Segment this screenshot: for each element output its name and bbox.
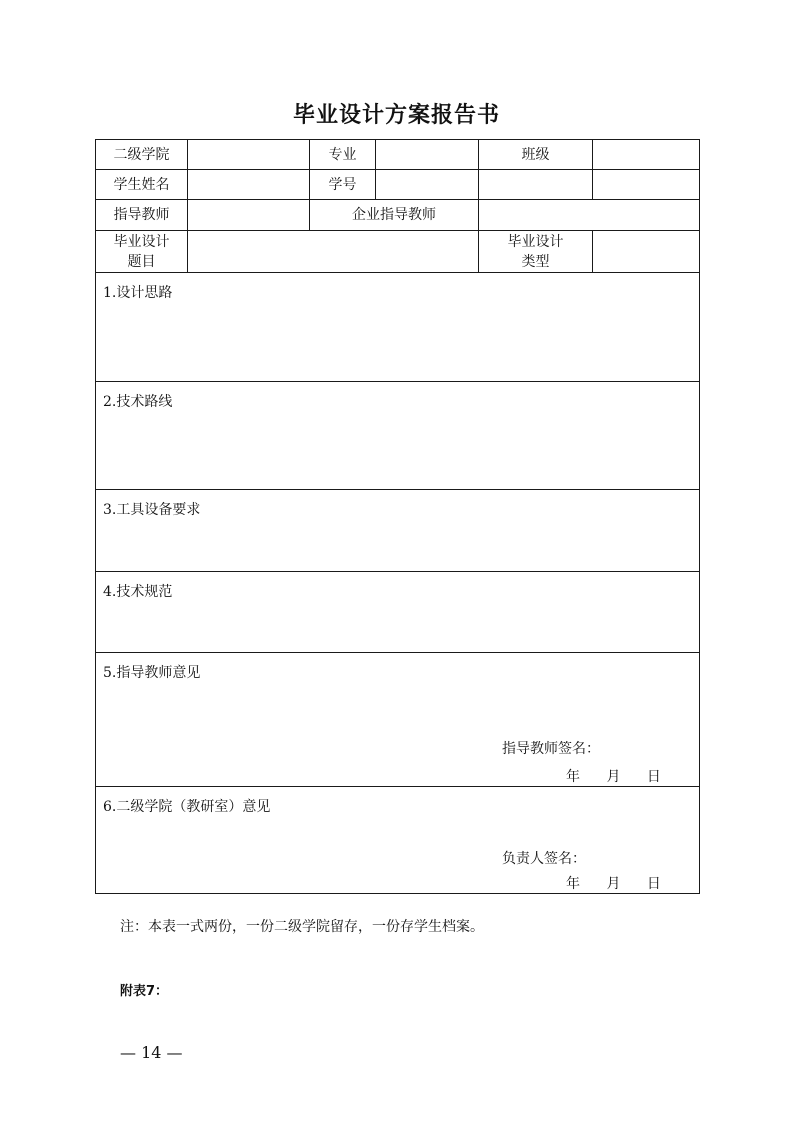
company-advisor-label: 企业指导教师: [310, 200, 479, 231]
advisor-sign-date: [566, 766, 661, 786]
section-row-tech-route: [96, 382, 700, 490]
form-row-college: [96, 140, 700, 170]
company-advisor-field[interactable]: [479, 200, 700, 231]
date-month: 月: [606, 875, 621, 892]
advisor-label: 指导教师: [96, 200, 188, 231]
appendix-label: 附表7：: [120, 984, 169, 999]
student-id-label: 学号: [310, 170, 376, 200]
form-title: 毕业设计方案报告书: [292, 102, 500, 128]
student-id-field[interactable]: [376, 170, 479, 200]
date-month: 月: [606, 768, 621, 785]
class-label: 班级: [479, 140, 593, 170]
type-label-line1: 毕业设计: [507, 233, 564, 250]
type-label: [479, 231, 593, 273]
student-name-label: 学生姓名: [96, 170, 188, 200]
row2-blank-cell: [479, 170, 593, 200]
tech-route-label: 2.技术路线: [103, 394, 173, 411]
college-opinion-label: 6.二级学院（教研室）意见: [103, 798, 271, 815]
topic-field[interactable]: [188, 231, 479, 273]
major-label: 专业: [310, 140, 376, 170]
type-label-line2: 类型: [521, 253, 550, 270]
design-idea-section[interactable]: [96, 273, 700, 382]
advisor-opinion-label: 5.指导教师意见: [103, 664, 201, 681]
type-field[interactable]: [593, 231, 700, 273]
section-row-college-opinion: [96, 786, 700, 893]
date-year: 年: [566, 768, 580, 785]
major-value-field[interactable]: [376, 140, 479, 170]
tech-route-section[interactable]: [96, 382, 700, 490]
section-row-tech-spec: [96, 571, 700, 652]
tools-label: 3.工具设备要求: [103, 502, 201, 519]
topic-label-line2: 题目: [127, 253, 156, 270]
class-value-field[interactable]: [593, 140, 700, 170]
college-value-field[interactable]: [188, 140, 310, 170]
college-opinion-section[interactable]: [96, 786, 700, 893]
topic-label-line1: 毕业设计: [113, 233, 170, 250]
form-row-student: [96, 170, 700, 200]
section-row-design-idea: [96, 273, 700, 382]
tech-spec-label: 4.技术规范: [103, 583, 173, 600]
topic-label: [96, 231, 188, 273]
section-row-tools: [96, 490, 700, 571]
college-label: 二级学院: [96, 140, 188, 170]
form-row-topic: [96, 231, 700, 273]
advisor-field[interactable]: [188, 200, 310, 231]
student-name-field[interactable]: [188, 170, 310, 200]
date-day: 日: [646, 875, 661, 892]
row2-blank-cell-2: [593, 170, 700, 200]
date-day: 日: [646, 768, 661, 785]
tools-section[interactable]: [96, 490, 700, 571]
advisor-opinion-section[interactable]: [96, 652, 700, 786]
form-row-advisor: [96, 200, 700, 231]
section-row-advisor-opinion: [96, 652, 700, 786]
tech-spec-section[interactable]: [96, 571, 700, 652]
footnote: 注：本表一式两份，一份二级学院留存，一份存学生档案。: [120, 919, 484, 935]
college-sign-date: [566, 873, 661, 893]
design-idea-label: 1.设计思路: [103, 285, 173, 302]
report-form-table: [95, 139, 700, 894]
responsible-signature-label: 负责人签名：: [502, 850, 586, 867]
advisor-signature-label: 指导教师签名：: [502, 740, 600, 757]
date-year: 年: [566, 875, 580, 892]
page-number: — 14 —: [120, 1043, 183, 1062]
